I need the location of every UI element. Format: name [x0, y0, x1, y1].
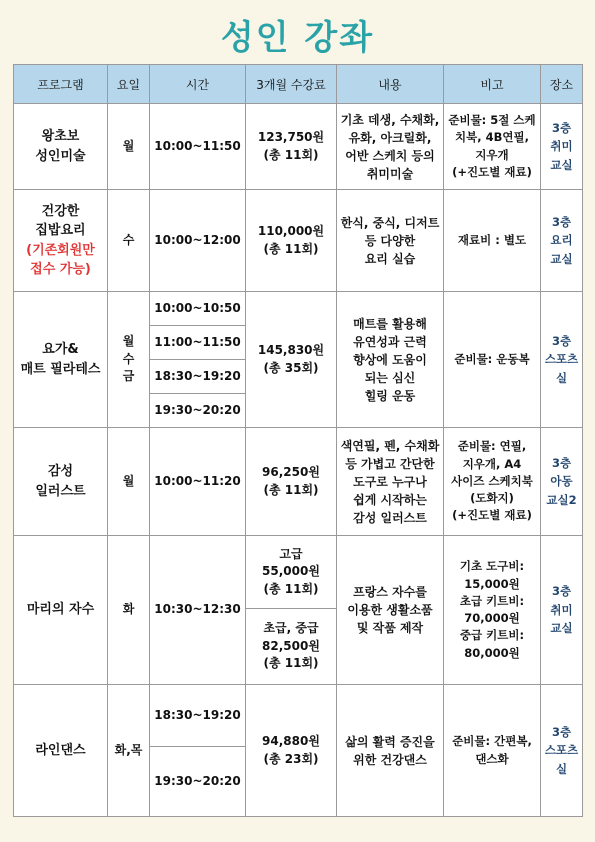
class-day: 화	[108, 536, 150, 685]
class-note: 준비물: 5절 스케 치북, 4B연필, 지우개 (+진도별 재료)	[444, 104, 541, 190]
class-fee: 123,750원 (총 11회)	[246, 104, 337, 190]
header-fee: 3개월 수강료	[246, 65, 337, 104]
class-fee-beginner: 초급, 중급 82,500원 (총 11회)	[246, 609, 337, 685]
class-time: 18:30~19:20	[150, 685, 246, 747]
class-time: 10:30~12:30	[150, 536, 246, 685]
class-day: 수	[108, 190, 150, 292]
class-time: 10:00~11:20	[150, 428, 246, 536]
class-place: 3층 요리 교실	[541, 190, 583, 292]
class-fee: 96,250원 (총 11회)	[246, 428, 337, 536]
class-content: 한식, 중식, 디저트 등 다양한 요리 실습	[337, 190, 444, 292]
class-place: 3층 아동 교실2	[541, 428, 583, 536]
class-day: 화,목	[108, 685, 150, 817]
program-name: 라인댄스	[14, 685, 108, 817]
table-row	[14, 190, 583, 292]
header-note: 비고	[444, 65, 541, 104]
program-restriction-note: (기존회원만 접수 가능)	[26, 242, 95, 277]
table-row	[14, 292, 583, 326]
class-time: 10:00~11:50	[150, 104, 246, 190]
header-place: 장소	[541, 65, 583, 104]
class-note: 준비물: 간편복, 댄스화	[444, 685, 541, 817]
class-fee: 94,880원 (총 23회)	[246, 685, 337, 817]
class-time: 18:30~19:20	[150, 360, 246, 394]
table-row	[14, 536, 583, 609]
class-day: 월	[108, 104, 150, 190]
class-place: 3층 취미 교실	[541, 104, 583, 190]
table-row	[14, 104, 583, 190]
header-program: 프로그램	[14, 65, 108, 104]
program-name: 건강한 집밥요리	[35, 203, 86, 238]
header-day: 요일	[108, 65, 150, 104]
class-place: 3층 스포츠실	[541, 685, 583, 817]
class-fee: 145,830원 (총 35회)	[246, 292, 337, 428]
page-title: 성인 강좌	[220, 18, 375, 58]
class-fee: 110,000원 (총 11회)	[246, 190, 337, 292]
class-note: 준비물: 연필, 지우개, A4 사이즈 스케치북 (도화지) (+진도별 재료)	[444, 428, 541, 536]
class-day: 월 수 금	[108, 292, 150, 428]
table-header-row	[14, 65, 583, 104]
class-time: 11:00~11:50	[150, 326, 246, 360]
class-content: 삶의 활력 증진을 위한 건강댄스	[337, 685, 444, 817]
table-row	[14, 685, 583, 747]
class-time: 10:00~12:00	[150, 190, 246, 292]
header-time: 시간	[150, 65, 246, 104]
class-content: 매트를 활용해 유연성과 근력 향상에 도움이 되는 심신 힐링 운동	[337, 292, 444, 428]
course-table	[13, 64, 583, 817]
class-content: 프랑스 자수를 이용한 생활소품 및 작품 제작	[337, 536, 444, 685]
class-fee-advanced: 고급 55,000원 (총 11회)	[246, 536, 337, 609]
class-time: 19:30~20:20	[150, 394, 246, 428]
program-name: 감성 일러스트	[14, 428, 108, 536]
class-time: 19:30~20:20	[150, 747, 246, 817]
class-day: 월	[108, 428, 150, 536]
class-place: 3층 취미 교실	[541, 536, 583, 685]
table-row	[14, 428, 583, 536]
class-place: 3층 스포츠실	[541, 292, 583, 428]
class-note: 기초 도구비: 15,000원 초급 키트비: 70,000원 중급 키트비: 80,000원	[444, 536, 541, 685]
class-content: 색연필, 펜, 수채화 등 가볍고 간단한 도구로 누구나 쉽게 시작하는 감성 일러스트	[337, 428, 444, 536]
class-content: 기초 데생, 수채화, 유화, 아크릴화, 어반 스케치 등의 취미미술	[337, 104, 444, 190]
program-name: 요가& 매트 필라테스	[14, 292, 108, 428]
header-content: 내용	[337, 65, 444, 104]
program-name: 왕초보 성인미술	[14, 104, 108, 190]
class-note: 재료비 : 별도	[444, 190, 541, 292]
class-note: 준비물: 운동복	[444, 292, 541, 428]
class-time: 10:00~10:50	[150, 292, 246, 326]
program-name: 마리의 자수	[14, 536, 108, 685]
program-cell	[14, 190, 108, 292]
